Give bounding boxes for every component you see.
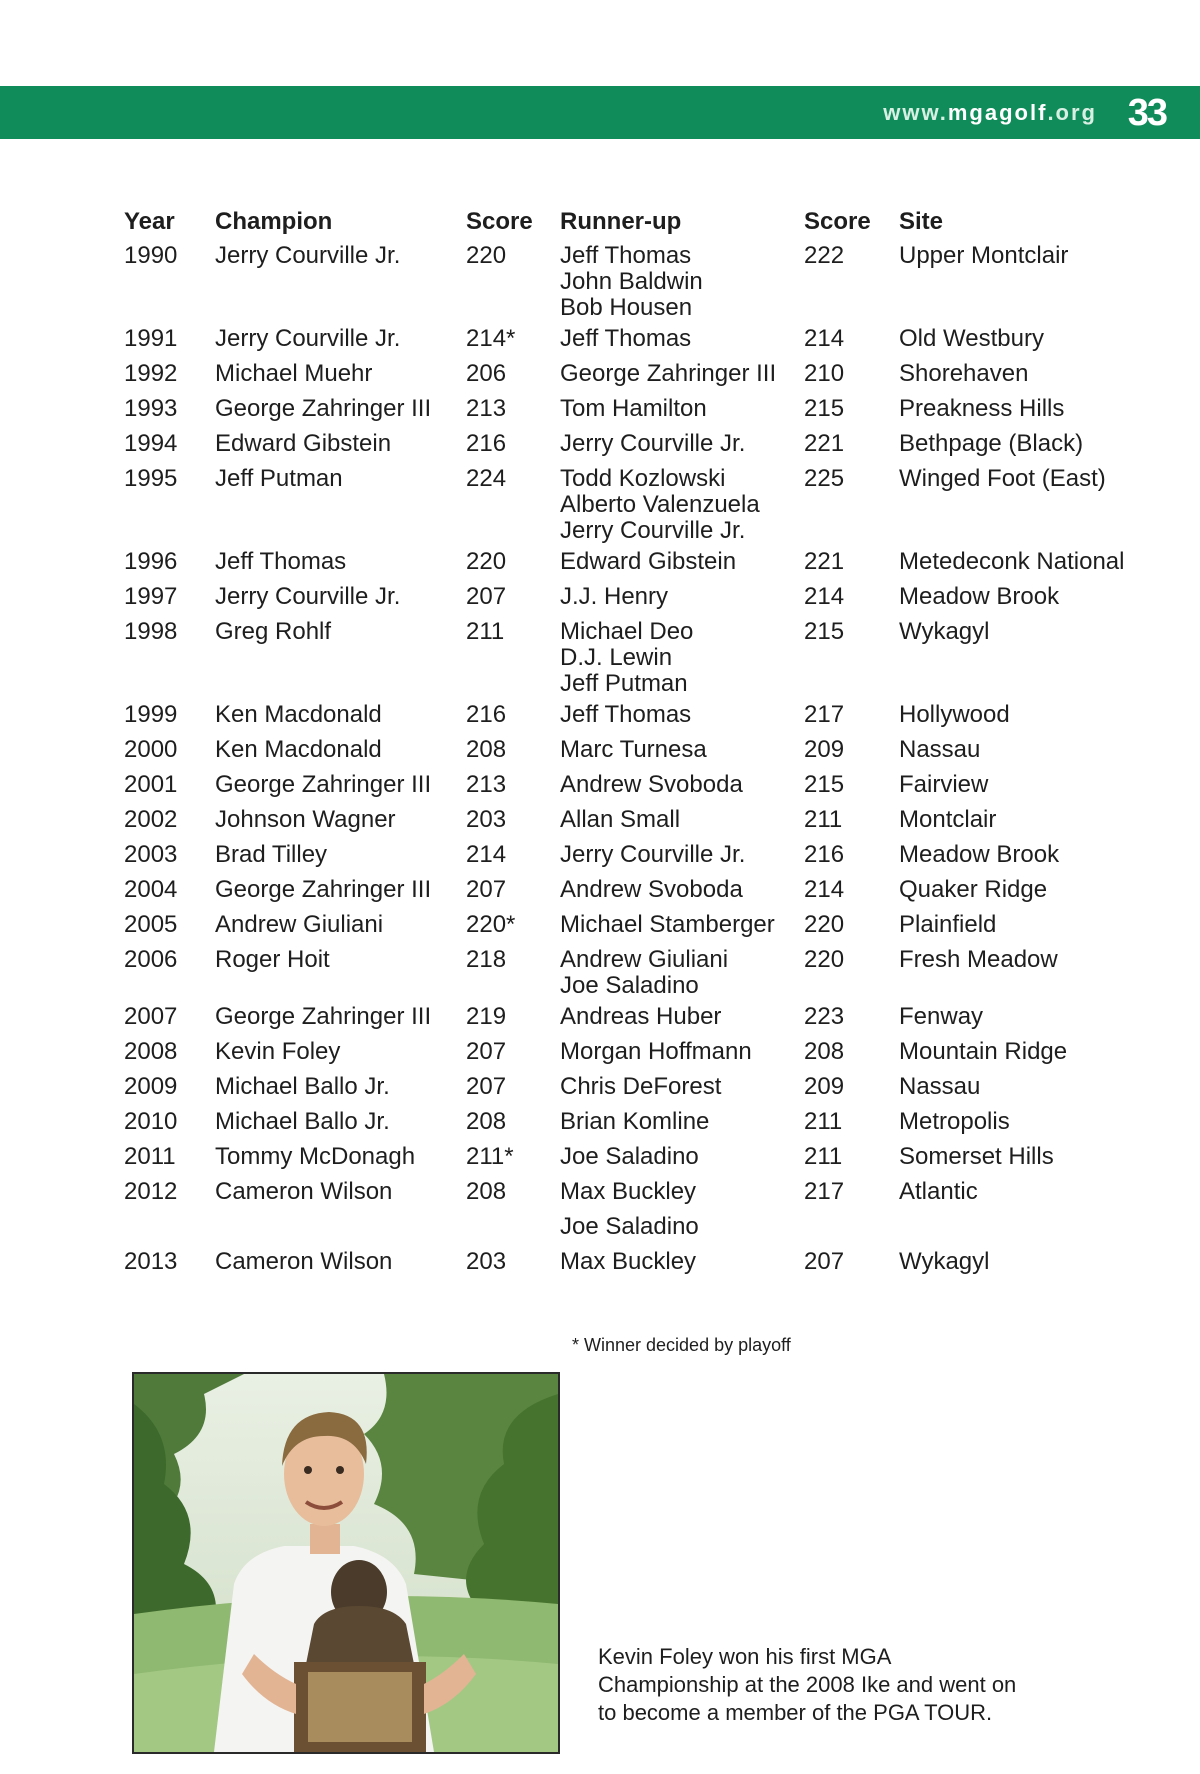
runner-up-cell	[560, 947, 804, 1004]
runner-score-cell: 220	[804, 946, 845, 973]
column-header-runner-up: Runner-up	[560, 208, 682, 235]
year-cell: 2005	[124, 911, 178, 938]
champion-cell: George Zahringer III	[215, 876, 432, 903]
runner-up-name: Jerry Courville Jr.	[560, 430, 746, 457]
champion-cell: Cameron Wilson	[215, 1248, 393, 1275]
champion-cell: Ken Macdonald	[215, 736, 382, 763]
site-cell: Shorehaven	[899, 360, 1029, 387]
champion-cell: Johnson Wagner	[215, 806, 396, 833]
neck-icon	[310, 1524, 340, 1554]
champion-cell: Jeff Putman	[215, 465, 343, 492]
runner-up-cell	[560, 1109, 804, 1144]
trophy-plaque-icon	[308, 1672, 412, 1742]
runner-up-name: J.J. Henry	[560, 583, 669, 610]
column-header-score: Score	[466, 208, 533, 235]
site-cell: Wykagyl	[899, 1248, 990, 1275]
year-cell: 1994	[124, 430, 178, 457]
runner-up-cell	[560, 1144, 804, 1179]
runner-score-cell: 209	[804, 736, 845, 763]
runner-up-name: Max Buckley	[560, 1178, 697, 1205]
champion-cell: Edward Gibstein	[215, 430, 392, 457]
runner-score-cell: 214	[804, 876, 845, 903]
score-cell: 203	[466, 806, 507, 833]
column-header-champion: Champion	[215, 208, 333, 235]
year-cell: 2012	[124, 1178, 178, 1205]
table-row	[124, 947, 1154, 1004]
site-cell: Old Westbury	[899, 325, 1044, 352]
score-cell: 203	[466, 1248, 507, 1275]
site-cell: Metedeconk National	[899, 548, 1125, 575]
championship-table	[124, 208, 1154, 1284]
runner-score-cell: 214	[804, 325, 845, 352]
champion-cell: Cameron Wilson	[215, 1178, 393, 1205]
runner-up-cell	[560, 361, 804, 396]
runner-score-cell: 223	[804, 1003, 845, 1030]
runner-up-cell	[560, 737, 804, 772]
score-cell: 214*	[466, 325, 516, 352]
photo-caption: Kevin Foley won his first MGA Championship at the 2008 Ike and went on to become a member of the PGA TOUR.	[598, 1644, 1017, 1725]
site-cell: Montclair	[899, 806, 997, 833]
score-cell: 219	[466, 1003, 507, 1030]
runner-up-name: Jerry Courville Jr.	[560, 841, 746, 868]
runner-up-name: Marc Turnesa	[560, 736, 707, 763]
runner-score-cell: 215	[804, 771, 845, 798]
table-row	[124, 1004, 1154, 1039]
runner-up-cell	[560, 326, 804, 361]
site-cell: Nassau	[899, 1073, 981, 1100]
runner-score-cell: 211	[804, 1143, 843, 1170]
runner-up-name: Alberto Valenzuela	[560, 491, 760, 518]
runner-score-cell: 210	[804, 360, 845, 387]
year-cell: 2000	[124, 736, 178, 763]
site-url-prefix: www.	[883, 100, 948, 125]
runner-up-cell	[560, 772, 804, 807]
table-row	[124, 1249, 1154, 1284]
runner-up-cell	[560, 1039, 804, 1074]
site-cell: Preakness Hills	[899, 395, 1065, 422]
site-url[interactable]	[883, 100, 1097, 126]
runner-up-cell	[560, 877, 804, 912]
runner-up-name: Jeff Thomas	[560, 701, 692, 728]
runner-up-name: Michael Stamberger	[560, 911, 775, 938]
year-cell: 2007	[124, 1003, 178, 1030]
runner-up-name: Allan Small	[560, 806, 681, 833]
site-url-domain: mgagolf	[947, 100, 1048, 125]
runner-score-cell: 208	[804, 1038, 845, 1065]
table-row	[124, 912, 1154, 947]
year-cell: 2001	[124, 771, 178, 798]
table-row	[124, 737, 1154, 772]
year-cell: 2004	[124, 876, 178, 903]
year-cell: 1992	[124, 360, 178, 387]
year-cell: 1999	[124, 701, 178, 728]
column-header-year: Year	[124, 208, 175, 235]
score-cell: 220	[466, 548, 507, 575]
champion-cell: George Zahringer III	[215, 395, 432, 422]
score-cell: 211	[466, 618, 505, 645]
score-cell: 218	[466, 946, 507, 973]
runner-up-name: Todd Kozlowski	[560, 465, 726, 492]
score-cell: 208	[466, 736, 507, 763]
runner-up-cell	[560, 243, 804, 326]
runner-up-name: Joe Saladino	[560, 1143, 699, 1170]
playoff-footnote: * Winner decided by playoff	[572, 1335, 791, 1355]
runner-score-cell: 217	[804, 1178, 845, 1205]
runner-up-name: D.J. Lewin	[560, 644, 673, 671]
runner-up-cell	[560, 466, 804, 549]
runner-score-cell: 209	[804, 1073, 845, 1100]
score-cell: 220*	[466, 911, 516, 938]
table-row	[124, 702, 1154, 737]
runner-score-cell: 225	[804, 465, 845, 492]
champion-cell: Greg Rohlf	[215, 618, 332, 645]
table-row	[124, 1144, 1154, 1179]
runner-score-cell: 222	[804, 242, 845, 269]
score-cell: 206	[466, 360, 507, 387]
runner-up-name: Andrew Svoboda	[560, 771, 743, 798]
table-row	[124, 584, 1154, 619]
score-cell: 208	[466, 1108, 507, 1135]
championship-table-container	[124, 208, 1154, 1284]
year-cell: 2010	[124, 1108, 178, 1135]
runner-up-name: Joe Saladino	[560, 972, 699, 999]
runner-up-name: John Baldwin	[560, 268, 703, 295]
table-row	[124, 619, 1154, 702]
runner-score-cell: 217	[804, 701, 845, 728]
table-row	[124, 807, 1154, 842]
champion-cell: George Zahringer III	[215, 771, 432, 798]
runner-score-cell: 207	[804, 1248, 845, 1275]
site-cell: Metropolis	[899, 1108, 1010, 1135]
runner-score-cell: 215	[804, 618, 845, 645]
champion-cell: Jerry Courville Jr.	[215, 242, 401, 269]
site-cell: Hollywood	[899, 701, 1010, 728]
champion-cell: Ken Macdonald	[215, 701, 382, 728]
runner-up-name: George Zahringer III	[560, 360, 777, 387]
runner-score-cell: 211	[804, 1108, 843, 1135]
champion-cell: Andrew Giuliani	[215, 911, 384, 938]
runner-up-name: Jeff Putman	[560, 670, 688, 697]
year-cell: 1996	[124, 548, 178, 575]
runner-up-cell	[560, 584, 804, 619]
table-row	[124, 549, 1154, 584]
table-row	[124, 326, 1154, 361]
site-cell: Winged Foot (East)	[899, 465, 1106, 492]
runner-up-cell	[560, 396, 804, 431]
score-cell: 208	[466, 1178, 507, 1205]
runner-score-cell: 214	[804, 583, 845, 610]
runner-score-cell: 221	[804, 430, 845, 457]
runner-up-name: Max Buckley	[560, 1248, 697, 1275]
runner-up-name: Jeff Thomas	[560, 242, 692, 269]
year-cell: 1990	[124, 242, 178, 269]
site-cell: Fenway	[899, 1003, 984, 1030]
champion-cell: Jerry Courville Jr.	[215, 583, 401, 610]
champion-cell: George Zahringer III	[215, 1003, 432, 1030]
site-cell: Fairview	[899, 771, 989, 798]
header-band	[0, 86, 1200, 139]
runner-up-name: Chris DeForest	[560, 1073, 722, 1100]
table-row	[124, 877, 1154, 912]
table-header-row	[124, 208, 1154, 243]
runner-up-name: Brian Komline	[560, 1108, 710, 1135]
runner-up-name: Jeff Thomas	[560, 325, 692, 352]
table-row	[124, 842, 1154, 877]
score-cell: 220	[466, 242, 507, 269]
champion-cell: Michael Ballo Jr.	[215, 1073, 390, 1100]
champion-cell: Roger Hoit	[215, 946, 330, 973]
runner-up-name: Michael Deo	[560, 618, 694, 645]
score-cell: 213	[466, 395, 507, 422]
site-cell	[899, 1214, 1154, 1249]
runner-up-cell	[560, 1214, 804, 1249]
score-cell: 207	[466, 1038, 507, 1065]
table-row	[124, 361, 1154, 396]
runner-up-cell	[560, 1249, 804, 1284]
column-header-runner-score: Score	[804, 208, 871, 235]
runner-up-cell	[560, 1179, 804, 1214]
table-row	[124, 1074, 1154, 1109]
year-cell: 2011	[124, 1143, 176, 1170]
runner-up-name: Morgan Hoffmann	[560, 1038, 752, 1065]
site-cell: Upper Montclair	[899, 242, 1069, 269]
score-cell: 224	[466, 465, 507, 492]
runner-up-cell	[560, 1004, 804, 1039]
column-header-site: Site	[899, 208, 944, 235]
site-cell: Meadow Brook	[899, 841, 1060, 868]
runner-score-cell	[804, 1214, 899, 1249]
champion-cell: Tommy McDonagh	[215, 1143, 416, 1170]
runner-score-cell: 216	[804, 841, 845, 868]
score-cell: 216	[466, 430, 507, 457]
site-cell: Bethpage (Black)	[899, 430, 1084, 457]
runner-up-cell	[560, 1074, 804, 1109]
score-cell: 211*	[466, 1143, 514, 1170]
site-url-suffix: .org	[1047, 100, 1097, 125]
score-cell: 207	[466, 1073, 507, 1100]
score-cell: 216	[466, 701, 507, 728]
site-cell: Fresh Meadow	[899, 946, 1058, 973]
table-row	[124, 1179, 1154, 1214]
runner-score-cell: 220	[804, 911, 845, 938]
site-cell: Somerset Hills	[899, 1143, 1054, 1170]
year-cell: 1995	[124, 465, 178, 492]
year-cell: 2008	[124, 1038, 178, 1065]
runner-score-cell: 221	[804, 548, 845, 575]
champion-cell: Jeff Thomas	[215, 548, 347, 575]
champion-cell: Kevin Foley	[215, 1038, 341, 1065]
table-row	[124, 243, 1154, 326]
page-number: 33	[1127, 92, 1166, 134]
table-row	[124, 466, 1154, 549]
table-row	[124, 396, 1154, 431]
runner-up-cell	[560, 912, 804, 947]
score-cell: 207	[466, 876, 507, 903]
runner-score-cell: 211	[804, 806, 843, 833]
eye-left-icon	[304, 1466, 312, 1474]
year-cell: 1997	[124, 583, 178, 610]
year-cell	[124, 1214, 215, 1249]
table-row	[124, 1109, 1154, 1144]
year-cell: 1998	[124, 618, 178, 645]
site-cell: Atlantic	[899, 1178, 978, 1205]
runner-up-cell	[560, 549, 804, 584]
year-cell: 2006	[124, 946, 178, 973]
year-cell: 1993	[124, 395, 178, 422]
table-body	[124, 243, 1154, 1284]
table-row	[124, 1214, 1154, 1249]
site-cell: Wykagyl	[899, 618, 990, 645]
table-row	[124, 431, 1154, 466]
score-cell: 213	[466, 771, 507, 798]
champion-cell: Michael Muehr	[215, 360, 373, 387]
table-row	[124, 1039, 1154, 1074]
champion-cell	[215, 1214, 466, 1249]
runner-up-name: Edward Gibstein	[560, 548, 737, 575]
year-cell: 2009	[124, 1073, 178, 1100]
runner-up-name: Jerry Courville Jr.	[560, 517, 746, 544]
runner-up-name: Joe Saladino	[560, 1213, 699, 1240]
champion-cell: Jerry Courville Jr.	[215, 325, 401, 352]
runner-up-name: Andrew Svoboda	[560, 876, 743, 903]
site-cell: Quaker Ridge	[899, 876, 1048, 903]
site-cell: Meadow Brook	[899, 583, 1060, 610]
year-cell: 1991	[124, 325, 178, 352]
site-cell: Nassau	[899, 736, 981, 763]
table-row	[124, 772, 1154, 807]
champion-cell: Michael Ballo Jr.	[215, 1108, 390, 1135]
score-cell: 207	[466, 583, 507, 610]
year-cell: 2002	[124, 806, 178, 833]
year-cell: 2003	[124, 841, 178, 868]
eye-right-icon	[336, 1466, 344, 1474]
year-cell: 2013	[124, 1248, 178, 1275]
runner-up-cell	[560, 807, 804, 842]
runner-up-name: Andrew Giuliani	[560, 946, 729, 973]
runner-up-cell	[560, 702, 804, 737]
runner-up-name: Andreas Huber	[560, 1003, 722, 1030]
champion-cell: Brad Tilley	[215, 841, 328, 868]
site-cell: Mountain Ridge	[899, 1038, 1068, 1065]
runner-up-cell	[560, 431, 804, 466]
site-cell: Plainfield	[899, 911, 997, 938]
photo-illustration	[134, 1374, 558, 1752]
score-cell: 214	[466, 841, 507, 868]
score-cell	[466, 1214, 560, 1249]
runner-up-name: Bob Housen	[560, 294, 693, 321]
runner-up-name: Tom Hamilton	[560, 395, 707, 422]
kevin-foley-trophy-photo	[132, 1372, 560, 1754]
runner-up-cell	[560, 842, 804, 877]
runner-up-cell	[560, 619, 804, 702]
runner-score-cell: 215	[804, 395, 845, 422]
